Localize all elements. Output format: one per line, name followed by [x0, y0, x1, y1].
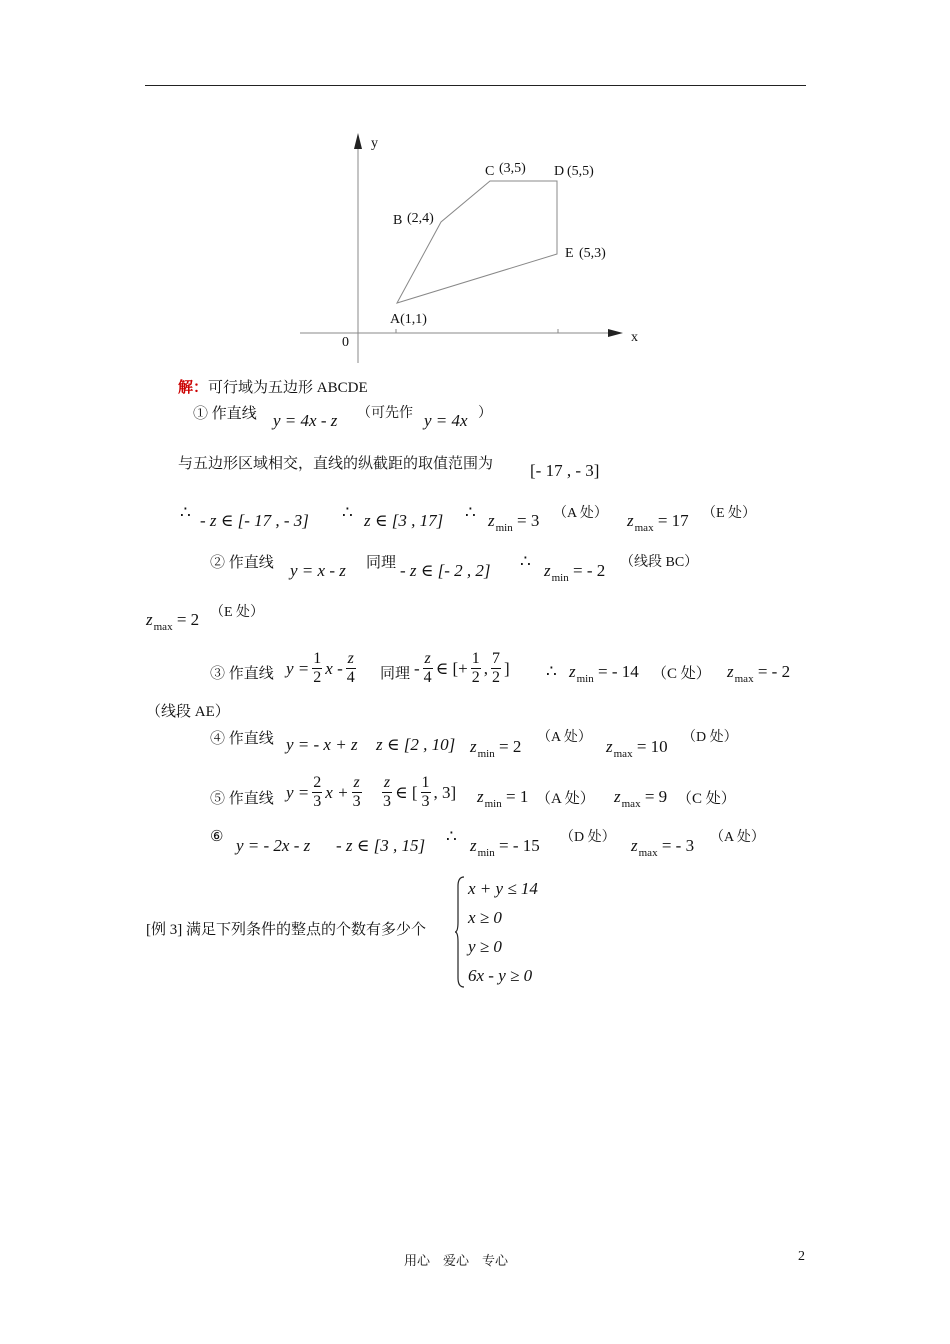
point-e-coord: (5,3): [579, 246, 606, 261]
therefore-symbol: ∴: [342, 503, 353, 522]
step2-same: 同理: [366, 555, 397, 571]
step3-equation: y = $\frac{1}{2}$ x - $\frac{z}{4}$: [286, 650, 355, 686]
step1-neg-z-range: - z ∈ [- 17 , - 3]: [200, 511, 309, 530]
point-b-letter: B: [393, 213, 403, 228]
step4-range: z ∈ [2 , 10]: [376, 735, 456, 754]
step2-range: - z ∈ [- 2 , 2]: [400, 561, 491, 580]
y-axis-arrow: [354, 133, 362, 149]
point-e-letter: E: [565, 246, 574, 261]
step3-zmax: $z_{max}$ = - 2: [727, 662, 791, 685]
condition-4: 6x - y ≥ 0: [468, 966, 533, 985]
step6-zmin: $z_{min}$ = - 15: [470, 836, 540, 859]
step2-zmin: $z_{min}$ = - 2: [544, 561, 606, 584]
x-axis-arrow: [608, 329, 623, 337]
step4-head: ④ 作直线: [210, 731, 274, 747]
step1-z-range: z ∈ [3 , 17]: [364, 511, 444, 530]
step5-zmin: $z_{min} = 1$: [477, 787, 529, 810]
step6-range: - z ∈ [3 , 15]: [336, 836, 426, 855]
header-rule: [145, 85, 806, 86]
therefore-symbol: ∴: [465, 503, 476, 522]
fraction: $\frac{z}{4}$: [423, 650, 432, 686]
step3-head: ③ 作直线: [210, 666, 274, 682]
fraction: $\frac{1}{2}$: [313, 650, 322, 686]
therefore-symbol: ∴: [446, 827, 457, 846]
step2-zmax-note: （E 处）: [210, 605, 265, 620]
footer-motto: 用心 爱心 专心: [404, 1254, 509, 1269]
pentagon-abcde: [397, 181, 557, 303]
step5-zmax-note: （C 处）: [677, 791, 736, 807]
step1-zmin: $z_{min} = 3$: [488, 511, 540, 534]
point-d-coord: (5,5): [567, 164, 594, 179]
step1-note-equation: y = 4x: [424, 411, 468, 430]
step1-note-pre: （可先作: [357, 406, 413, 421]
step5-zmin-note: （A 处）: [536, 791, 595, 807]
page-number: 2: [798, 1249, 805, 1264]
y-axis-label: y: [371, 136, 378, 151]
point-d-letter: D: [554, 164, 565, 179]
step5-zmax: $z_{max} = 9$: [614, 787, 668, 810]
step6-zmax: $z_{max}$ = - 3: [631, 836, 695, 859]
step6-equation: y = - 2x - z: [236, 836, 311, 855]
fraction: $\frac{2}{3}$: [313, 774, 322, 810]
step2-zmin-note: （线段 BC）: [620, 555, 699, 570]
therefore-symbol: ∴: [180, 503, 191, 522]
condition-1: x + y ≤ 14: [468, 879, 538, 898]
step6-zmin-note: （D 处）: [560, 830, 616, 845]
point-a-label: A(1,1): [390, 312, 427, 327]
step5-range: $\frac{z}{3}$ ∈ [ $\frac{1}{3}$ , 3]: [383, 774, 457, 810]
solution-intro: [178, 376, 368, 397]
step1-zmax: $z_{max} = 17$: [627, 511, 689, 534]
step1-head: ① 作直线: [193, 406, 257, 422]
fraction: $\frac{7}{2}$: [492, 650, 501, 686]
point-c-letter: C: [485, 164, 495, 179]
fraction: $\frac{1}{2}$: [471, 650, 480, 686]
step3-zmin-note: （C 处）: [652, 666, 711, 682]
step4-zmax: $z_{max} = 10$: [606, 737, 668, 760]
step2-equation: y = x - z: [290, 561, 346, 580]
point-c-coord: (3,5): [499, 161, 526, 176]
step3-range: - $\frac{z}{4}$ ∈ [+ $\frac{1}{2}$ , $\frac{7}{2}$ ]: [414, 650, 510, 686]
fraction: $\frac{z}{3}$: [352, 774, 361, 810]
step6-head: ⑥: [210, 829, 224, 845]
step5-head: ⑤ 作直线: [210, 791, 274, 807]
condition-2: x ≥ 0: [468, 908, 502, 927]
feasible-region-graph: [290, 125, 650, 370]
step2-zmax: $z_{max} = 2$: [146, 610, 200, 633]
step1-zmax-note: （E 处）: [702, 506, 757, 521]
fraction: $\frac{z}{3}$: [383, 774, 391, 810]
condition-3: y ≥ 0: [468, 937, 502, 956]
therefore-symbol: ∴: [546, 662, 557, 681]
step1-intercept-range: [- 17 , - 3]: [530, 461, 600, 480]
x-axis-label: x: [631, 330, 638, 345]
fraction: $\frac{z}{4}$: [346, 650, 355, 686]
step4-equation: y = - x + z: [286, 735, 358, 754]
solution-label: 解：: [178, 380, 209, 396]
point-b-coord: (2,4): [407, 211, 434, 226]
step6-zmax-note: （A 处）: [710, 830, 765, 845]
step4-zmax-note: （D 处）: [682, 730, 738, 745]
step3-zmin: $z_{min}$ = - 14: [569, 662, 639, 685]
step1-zmin-note: （A 处）: [553, 506, 608, 521]
step3-zmax-note: （线段 AE）: [146, 704, 230, 720]
therefore-symbol: ∴: [520, 552, 531, 571]
step4-zmin-note: （A 处）: [537, 730, 592, 745]
step3-same: 同理: [380, 666, 411, 682]
origin-label: 0: [342, 335, 349, 350]
solution-intro-text: 可行域为五边形 ABCDE: [208, 380, 368, 396]
step4-zmin: $z_{min} = 2$: [470, 737, 522, 760]
step1-note-post: ）: [478, 406, 492, 421]
fraction: $\frac{1}{3}$: [421, 774, 430, 810]
step5-equation: y = $\frac{2}{3}$ x + $\frac{z}{3}$: [286, 774, 361, 810]
system-brace: [455, 876, 465, 988]
example3-question: [例 3] 满足下列条件的整点的个数有多少个: [146, 922, 426, 938]
step2-head: ② 作直线: [210, 555, 274, 571]
step1-equation: y = 4x - z: [273, 411, 338, 430]
step1-line2: 与五边形区域相交，直线的纵截距的取值范围为: [178, 456, 494, 472]
